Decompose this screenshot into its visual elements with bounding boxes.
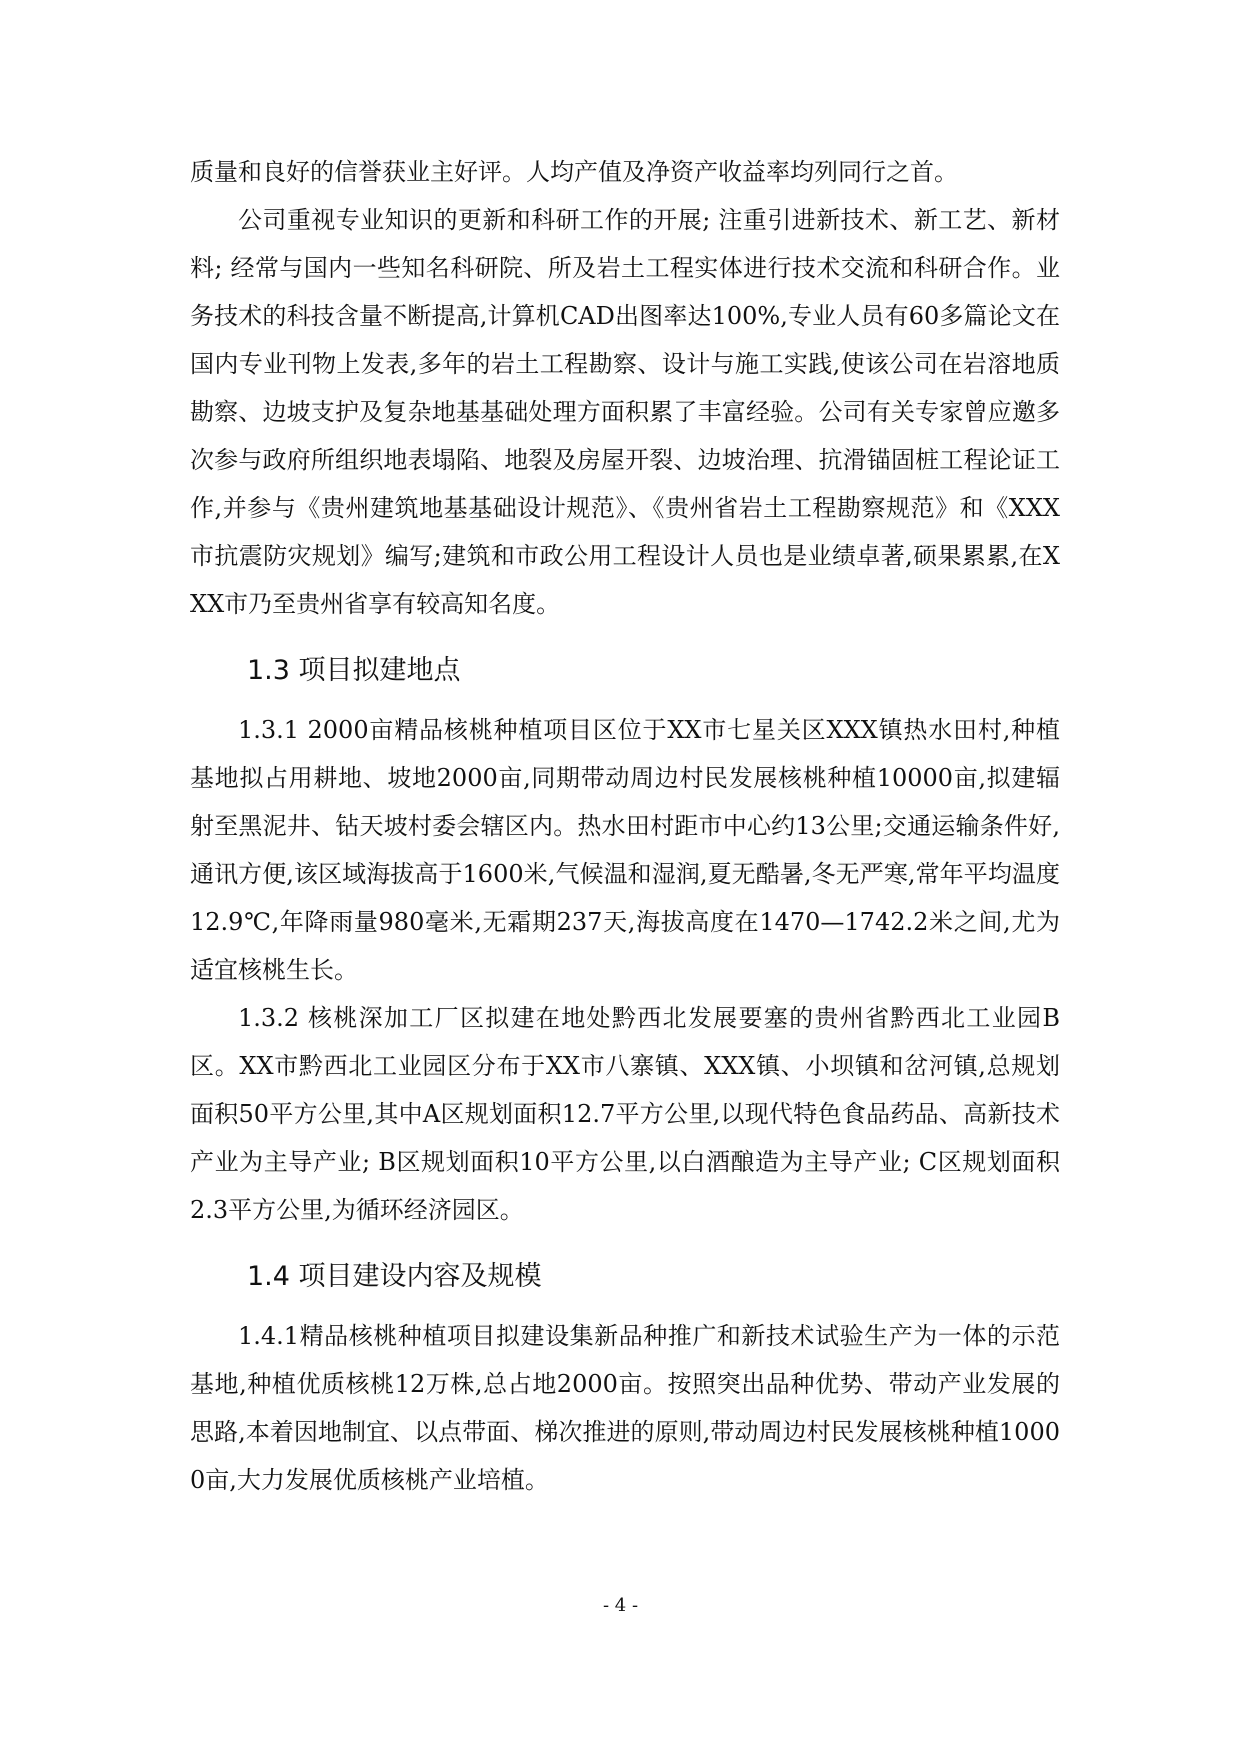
paragraph-1-4-1: 1.4.1精品核桃种植项目拟建设集新品种推广和新技术试验生产为一体的示范基地,种植优质核桃12万株,总占地2000亩。按照突出品种优势、带动产业发展的思路,本着因地制宜、以点带面、梯次推进的原则,带动周边村民发展核桃种植10000亩,大力发展优质核桃产业培植。 <box>190 1322 1060 1494</box>
document-body <box>190 148 1060 1504</box>
section-heading-1-4: 1.4 项目建设内容及规模 <box>247 1261 542 1292</box>
paragraph-continued: 质量和良好的信誉获业主好评。人均产值及净资产收益率均列同行之首。 <box>190 158 958 186</box>
page-number: - 4 - <box>602 1595 639 1616</box>
paragraph-1-3-1: 1.3.1 2000亩精品核桃种植项目区位于XX市七星关区XXX镇热水田村,种植基地拟占用耕地、坡地2000亩,同期带动周边村民发展核桃种植10000亩,拟建辐射至黑泥井、钻天坡村委会辖区内。热水田村距市中心约13公里;交通运输条件好,通讯方便,该区域海拔高于1600米,气候温和湿润,夏无酷暑,冬无严寒,常年平均温度12.9℃,年降雨量980毫米,无霜期237天,海拔高度在1470—1742.2米之间,尤为适宜核桃生长。 <box>190 716 1060 984</box>
section-heading-1-3: 1.3 项目拟建地点 <box>247 655 461 686</box>
paragraph-1-3-2: 1.3.2 核桃深加工厂区拟建在地处黔西北发展要塞的贵州省黔西北工业园B区。XX市黔西北工业园区分布于XX市八寨镇、XXX镇、小坝镇和岔河镇,总规划面积50平方公里,其中A区规划面积12.7平方公里,以现代特色食品药品、高新技术产业为主导产业; B区规划面积10平方公里,以白酒酿造为主导产业; C区规划面积2.3平方公里,为循环经济园区。 <box>190 1004 1060 1224</box>
paragraph-company-research: 公司重视专业知识的更新和科研工作的开展; 注重引进新技术、新工艺、新材料; 经常与国内一些知名科研院、所及岩土工程实体进行技术交流和科研合作。业务技术的科技含量不断提高,计算机CAD出图率达100%,专业人员有60多篇论文在国内专业刊物上发表,多年的岩土工程勘察、设计与施工实践,使该公司在岩溶地质勘察、边坡支护及复杂地基基础处理方面积累了丰富经验。公司有关专家曾应邀多次参与政府所组织地表塌陷、地裂及房屋开裂、边坡治理、抗滑锚固桩工程论证工作,并参与《贵州建筑地基基础设计规范》、《贵州省岩土工程勘察规范》和《XXX市抗震防灾规划》编写;建筑和市政公用工程设计人员也是业绩卓著,硕果累累,在XXX市乃至贵州省享有较高知名度。 <box>190 206 1060 618</box>
